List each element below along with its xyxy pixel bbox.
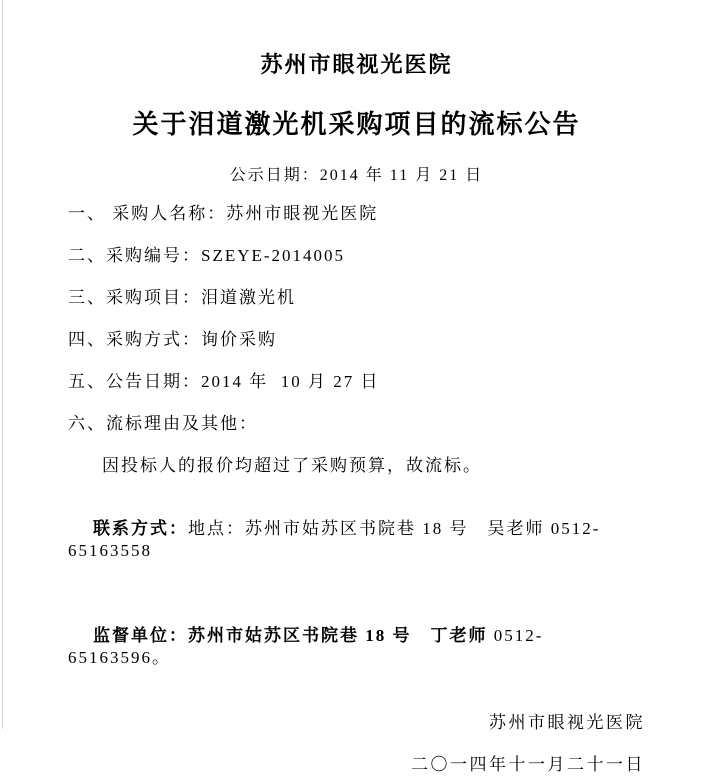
item-procurement-method: 四、采购方式：询价采购 [68,330,277,349]
contact-label: 联系方式： [93,519,188,538]
contact-value: 地点：苏州市姑苏区书院巷 18 号 吴老师 0512-65163558 [68,519,601,560]
hospital-title: 苏州市眼视光医院 [260,52,453,77]
supervisor-value: 0512-65163596。 [68,626,544,667]
announcement-title: 关于泪道激光机采购项目的流标公告 [132,110,581,139]
item-list [68,203,645,435]
supervisor-label: 监督单位：苏州市姑苏区书院巷 18 号 丁老师 [93,626,494,645]
item-announcement-date: 五、公告日期：2014 年 10 月 27 日 [68,372,380,391]
item-purchaser-name: 一、 采购人名称：苏州市眼视光医院 [68,204,379,223]
supervisor-line [68,603,645,691]
page-edge-line [2,0,3,729]
signature-hospital-name: 苏州市眼视光医院 [489,713,645,732]
publish-date: 公示日期：2014 年 11 月 21 日 [229,167,484,184]
item-procurement-project: 三、采购项目：泪道激光机 [68,288,296,307]
contact-line [68,496,645,584]
failure-reason-text: 因投标人的报价均超过了采购预算，故流标。 [102,456,482,475]
signature-date: 二〇一四年十一月二十一日 [411,755,645,774]
signature-block [68,712,645,776]
item-failure-reason-heading: 六、流标理由及其他： [68,414,258,433]
item-procurement-number: 二、采购编号：SZEYE-2014005 [68,246,346,265]
